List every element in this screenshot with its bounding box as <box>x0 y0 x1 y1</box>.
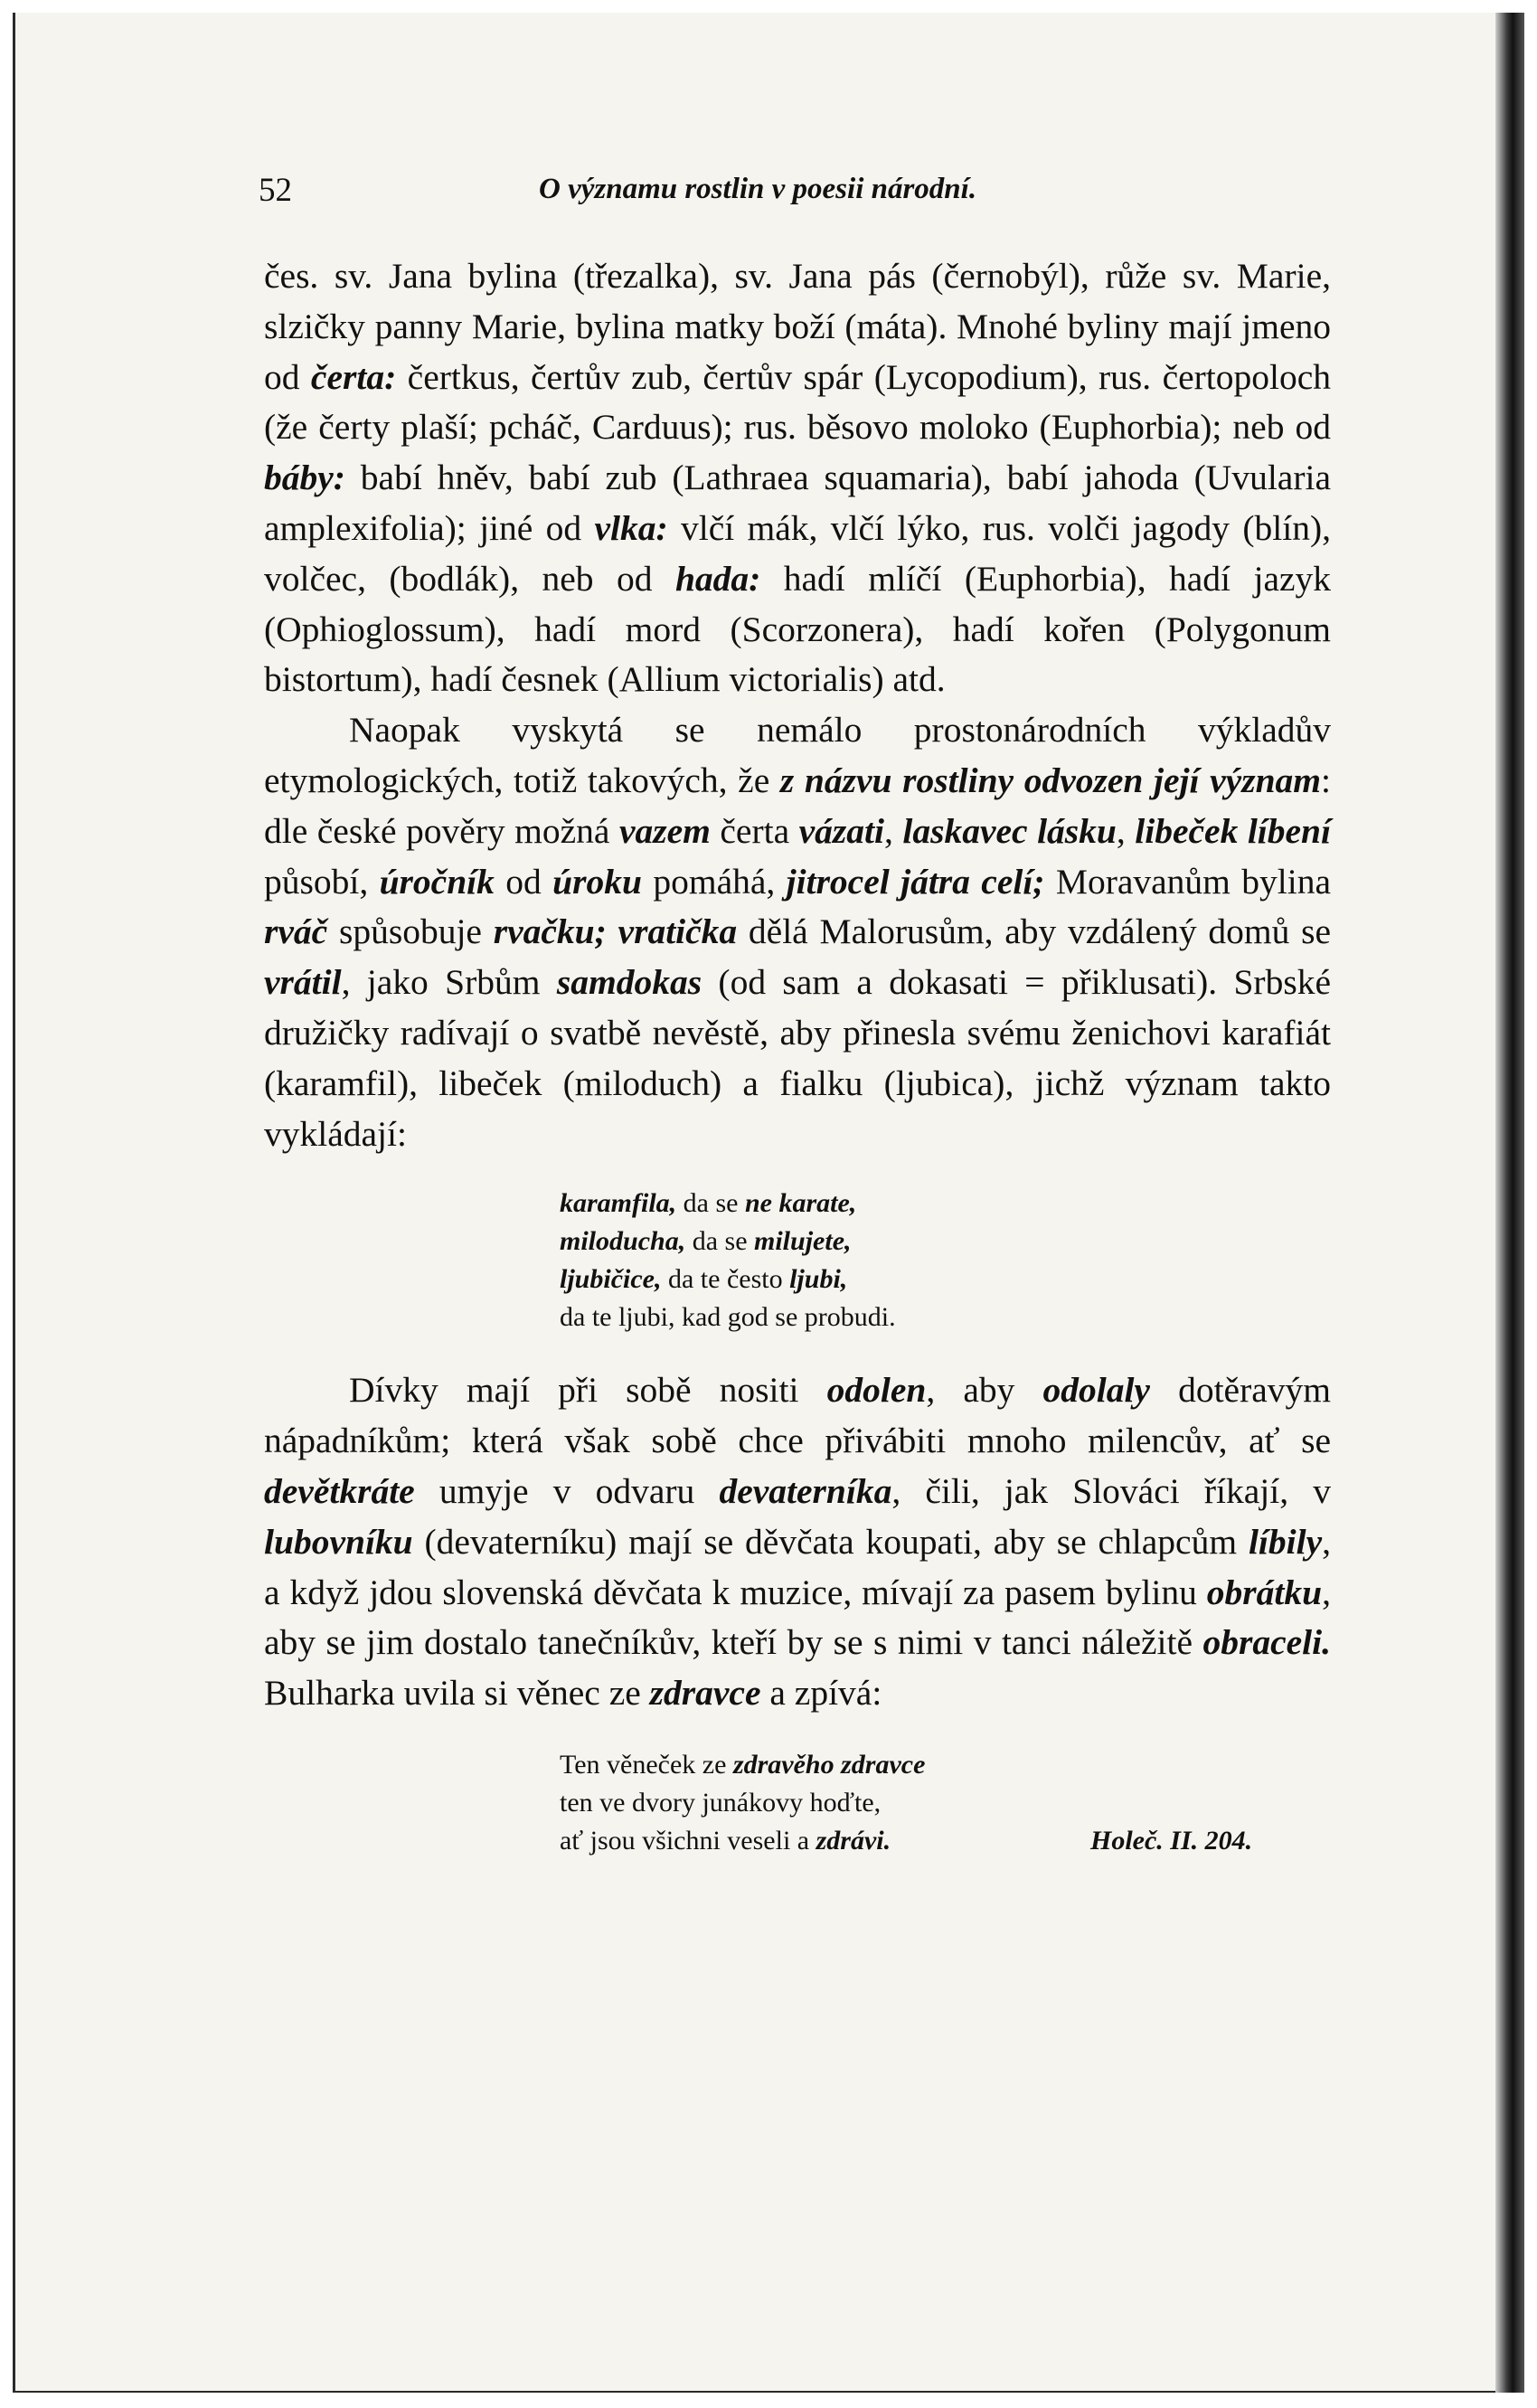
page-header <box>259 167 1344 222</box>
verse-line: da te ljubi, kad god se probudi. <box>560 1302 896 1333</box>
paragraph-3: Dívky mají při sobě nositi odolen, aby odolaly dotěravým nápadníkům; která však sobě chce přivábiti mnoho milencův, ať se devětkráte umyje v odvaru devaterníka, čili, jak Slováci říkají, v lubovníku (devaterníku) mají se děvčata koupati, aby se chlapcům líbily, a když jdou slovenská děvčata k muzice, mívají za pasem bylinu obrátku, aby se jim dostalo tanečníkův, kteří by se s nimi v tanci náležitě obraceli. Bulharka uvila si věnec ze zdravce a zpívá: <box>264 1370 1331 1714</box>
verse-line: ljubičice, da te često ljubi, <box>560 1264 848 1295</box>
verse-2 <box>560 1746 1331 1860</box>
verse-line: miloducha, da se milujete, <box>560 1226 852 1257</box>
verse-line: ten ve dvory junákovy hoďte, <box>560 1787 882 1818</box>
page-number: 52 <box>259 172 292 209</box>
verse-citation: Holeč. II. 204. <box>1090 1825 1253 1856</box>
body-text <box>264 251 1331 1860</box>
paragraph-2: Naopak vyskytá se nemálo prostonárodních výkladův etymologických, totiž takových, že z názvu rostliny odvozen její význam: dle české pověry možná vazem čerta vázati, laskavec lásku, libeček líbení působí, úročník od úroku pomáhá, jitrocel játra celí; Moravanům bylina rváč spůsobuje rvačku; vratička dělá Malorusům, aby vzdálený domů se vrátil, jako Srbům samdokas (od sam a dokasati = přiklusati). Srbské družičky radívají o svatbě nevěstě, aby přinesla svému ženichovi karafiát (karamfil), libeček (miloduch) a fialku (ljubica), jichž význam takto vykládají: <box>264 710 1332 1154</box>
book-gutter <box>1495 13 1524 2393</box>
verse-line: karamfila, da se ne karate, <box>560 1188 857 1219</box>
paragraph-1: čes. sv. Jana bylina (třezalka), sv. Jana pás (černobýl), růže sv. Marie, slzičky panny Marie, bylina matky boží (máta). Mnohé byliny mají jmeno od čerta: čertkus, čertův zub, čertův spár (Lycopodium), rus. čertopoloch (že čerty plaší; pcháč, Carduus); rus. běsovo moloko (Euphorbia); neb od báby: babí hněv, babí zub (Lathraea squamaria), babí jahoda (Uvularia amplexifolia); jiné od vlka: vlčí mák, vlčí lýko, rus. volči jagody (blín), volčec, (bodlák), neb od hada: hadí mlíčí (Euphorbia), hadí jazyk (Ophioglossum), hadí mord (Scorzonera), hadí kořen (Polygonum bistortum), hadí česnek (Allium victorialis) atd. <box>264 256 1332 700</box>
verse-line: Ten věneček ze zdravěho zdravce <box>560 1749 926 1780</box>
verse-line: ať jsou všichni veseli a zdrávi. <box>560 1825 891 1856</box>
verse-1 <box>560 1185 1331 1336</box>
running-title: O významu rostlin v poesii národní. <box>539 173 977 205</box>
